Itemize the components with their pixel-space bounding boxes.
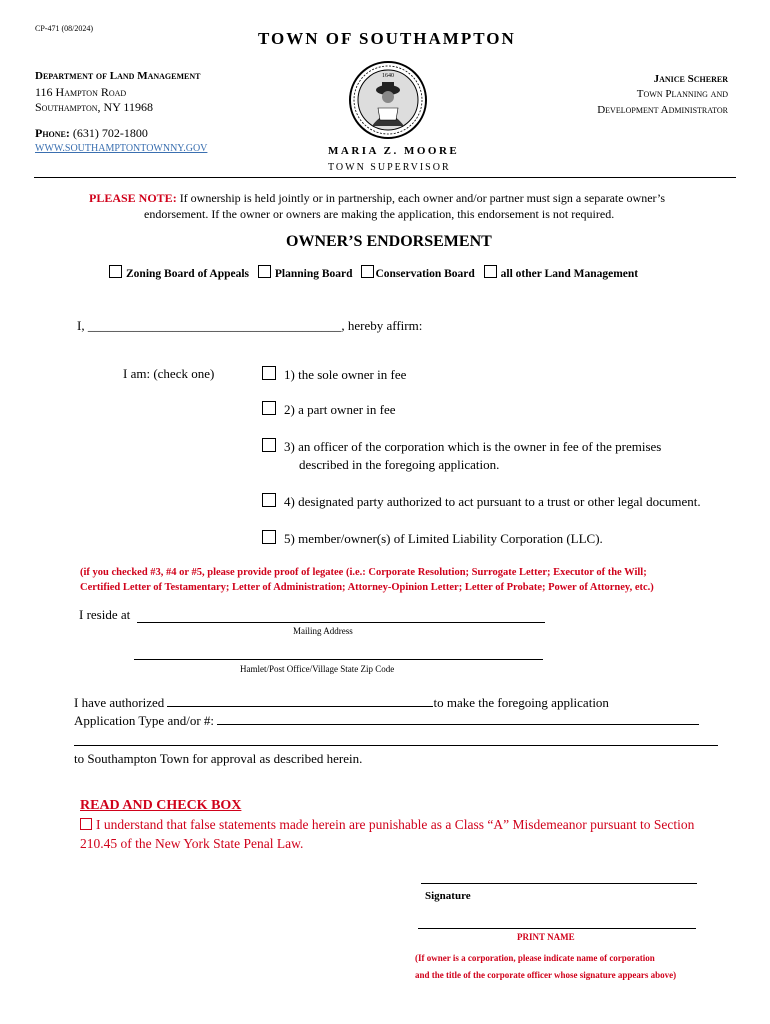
phone-number: (631) 702-1800 — [72, 126, 148, 140]
administrator-name: Janice Scherer — [653, 73, 728, 85]
application-extra-field[interactable] — [74, 745, 718, 746]
read-check-line-2: 210.45 of the New York State Penal Law. — [80, 836, 304, 851]
option-4[interactable]: 4) designated party authorized to act pursuant to a trust or other legal document. — [262, 493, 701, 510]
mailing-address-caption: Mailing Address — [293, 626, 353, 636]
dept-addr2: Southampton, NY 11968 — [35, 100, 153, 114]
please-note — [89, 191, 665, 206]
hamlet-field[interactable] — [134, 659, 543, 660]
board-checkboxes — [109, 265, 638, 280]
authorized-name-field[interactable] — [167, 696, 433, 707]
endorsement-title: OWNER’S ENDORSEMENT — [286, 233, 492, 250]
authorized-line: I have authorized to make the foregoing application — [74, 695, 609, 710]
mailing-address-field[interactable] — [137, 622, 545, 623]
administrator-title-1: Town Planning and — [636, 88, 728, 100]
please-note-text-2: endorsement. If the owner or owners are making the application, this endorsement is not required. — [144, 207, 615, 221]
proof-note-2: Certified Letter of Testamentary; Letter of Administration; Attorney-Opinion Letter; Letter of Probate; Power of Attorney, etc.) — [80, 582, 654, 593]
checkbox-icon[interactable] — [262, 530, 276, 544]
checkbox-icon[interactable] — [361, 265, 374, 278]
svg-text:1640: 1640 — [382, 73, 394, 79]
website-link[interactable]: WWW.SOUTHAMPTONTOWNNY.GOV — [35, 143, 208, 154]
signature-label: Signature — [425, 890, 471, 902]
supervisor-title: TOWN SUPERVISOR — [328, 162, 451, 173]
print-name-label: PRINT NAME — [517, 932, 575, 942]
hamlet-caption: Hamlet/Post Office/Village State Zip Code — [240, 664, 395, 674]
closing-text: to Southampton Town for approval as described herein. — [74, 751, 363, 766]
proof-note-1: (if you checked #3, #4 or #5, please provide proof of legatee (i.e.: Corporate Resolution; Surrogate Letter; Executor of the Will; — [80, 567, 647, 578]
signature-note-2: and the title of the corporate officer whose signature appears above) — [415, 970, 677, 980]
print-name-field[interactable] — [418, 928, 696, 929]
signature-note-1: (If owner is a corporation, please indicate name of corporation — [415, 953, 655, 963]
checkbox-icon[interactable] — [262, 366, 276, 380]
signature-field[interactable] — [421, 883, 697, 884]
checkbox-icon[interactable] — [80, 818, 92, 830]
checkbox-icon[interactable] — [262, 401, 276, 415]
option-3-continued: described in the foregoing application. — [299, 457, 500, 472]
seal-image — [342, 60, 434, 140]
affirm-name-blank[interactable]: _______________________________________ — [87, 318, 342, 333]
option-2[interactable]: 2) a part owner in fee — [262, 401, 396, 418]
please-note-text-1: If ownership is held jointly or in partnership, each owner and/or partner must sign a separate owner’s — [179, 191, 665, 205]
option-5[interactable]: 5) member/owner(s) of Limited Liability Corporation (LLC). — [262, 530, 603, 547]
board-other[interactable]: all other Land Management — [484, 268, 638, 280]
header-divider — [34, 177, 736, 178]
town-seal — [342, 60, 434, 140]
option-1[interactable]: 1) the sole owner in fee — [262, 366, 406, 383]
checkbox-icon[interactable] — [262, 438, 276, 452]
application-type-line: Application Type and/or #: — [74, 713, 699, 729]
supervisor-name: MARIA Z. MOORE — [328, 145, 460, 157]
board-planning[interactable]: Planning Board — [258, 268, 353, 280]
board-zba[interactable]: Zoning Board of Appeals — [109, 268, 249, 280]
checkbox-icon[interactable] — [109, 265, 122, 278]
option-3[interactable]: 3) an officer of the corporation which is the owner in fee of the premises — [262, 438, 661, 455]
iam-label: I am: (check one) — [123, 366, 215, 381]
board-conservation[interactable]: Conservation Board — [361, 268, 474, 280]
read-check-heading: READ AND CHECK BOX — [80, 798, 242, 813]
affirm-line: I, _______________________________________, hereby affirm: — [77, 318, 423, 333]
application-type-field[interactable] — [217, 714, 699, 725]
checkbox-icon[interactable] — [262, 493, 276, 507]
checkbox-icon[interactable] — [258, 265, 271, 278]
checkbox-icon[interactable] — [484, 265, 497, 278]
please-note-label: PLEASE NOTE: — [89, 191, 177, 205]
dept-name: Department of Land Management — [35, 70, 201, 82]
read-check-line-1[interactable]: I understand that false statements made herein are punishable as a Class “A” Misdemeanor pursuant to Section — [80, 817, 694, 833]
form-code: CP-471 (08/2024) — [35, 24, 93, 33]
reside-label: I reside at — [79, 607, 131, 622]
town-title: TOWN OF SOUTHAMPTON — [258, 29, 516, 48]
administrator-title-2: Development Administrator — [597, 104, 728, 116]
dept-addr1: 116 Hampton Road — [35, 85, 127, 99]
phone-row — [35, 126, 148, 141]
phone-label: Phone: — [35, 126, 70, 140]
